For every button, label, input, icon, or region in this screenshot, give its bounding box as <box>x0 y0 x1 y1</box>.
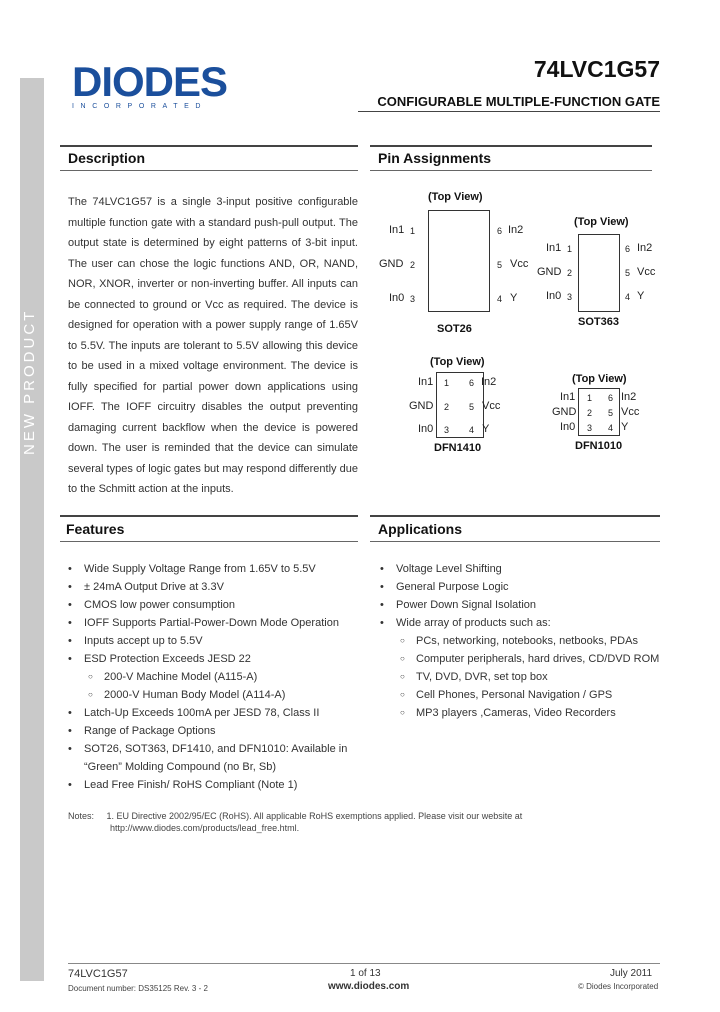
sot363-body <box>578 234 620 312</box>
sot26-pin-label: In0 <box>389 292 405 304</box>
features-item: • ± 24mA Output Drive at 3.3V <box>68 578 358 596</box>
dfn1010-top-view: (Top View) <box>572 373 627 385</box>
sot26-pin-num: 6 <box>497 226 503 236</box>
dfn1410-pin-num: 4 <box>469 425 475 435</box>
sot26-pin-label: In1 <box>389 224 405 236</box>
logo-word: DIODES <box>72 58 228 105</box>
dfn1410-pin-num: 6 <box>469 378 475 388</box>
dfn1410-pin-num: 3 <box>444 425 450 435</box>
sot363-pin-num: 2 <box>567 268 573 278</box>
sot363-pin-label: Y <box>637 290 645 302</box>
sot26-pin-num: 4 <box>497 294 503 304</box>
features-item: • Inputs accept up to 5.5V <box>68 632 358 650</box>
applications-top-rule <box>370 515 660 517</box>
part-number: 74LVC1G57 <box>533 56 660 82</box>
dfn1010-pin-num: 1 <box>587 393 593 403</box>
features-item: • SOT26, SOT363, DF1410, and DFN1010: Available in <box>68 740 358 758</box>
sot26-pin-num: 3 <box>410 294 416 304</box>
sot26-pin-num: 5 <box>497 260 503 270</box>
footer-date: July 2011 <box>610 968 653 979</box>
applications-item: • Voltage Level Shifting <box>380 560 660 578</box>
sot26-pin-label: GND <box>379 258 404 270</box>
logo-sub: INCORPORATED <box>72 103 208 110</box>
footer-copyright: © Diodes Incorporated <box>578 982 659 991</box>
features-top-rule <box>60 515 358 517</box>
applications-item: ○ Computer peripherals, hard drives, CD/DVD ROM <box>380 650 660 668</box>
dfn1010-pin-num: 3 <box>587 423 593 433</box>
dfn1410-pin-num: 2 <box>444 402 450 412</box>
dfn1010-body <box>578 388 620 436</box>
description-title: Description <box>68 150 146 166</box>
sot26-label: SOT26 <box>437 323 472 335</box>
features-item: • IOFF Supports Partial-Power-Down Mode Operation <box>68 614 358 632</box>
dfn1410-pin-label: Vcc <box>482 400 501 412</box>
side-banner <box>20 78 44 981</box>
features-item: • Range of Package Options <box>68 722 358 740</box>
dfn1010-pin-num: 2 <box>587 408 593 418</box>
applications-title: Applications <box>378 521 463 537</box>
applications-item: • General Purpose Logic <box>380 578 660 596</box>
footer-page: 1 of 13 <box>350 968 381 979</box>
features-item: • Lead Free Finish/ RoHS Compliant (Note 1) <box>68 776 358 794</box>
applications-item: • Wide array of products such as: <box>380 614 660 632</box>
dfn1010-pin-num: 4 <box>608 423 614 433</box>
description-text: The 74LVC1G57 is a single 3-input positive configurable multiple function gate with a standard push-pull output. The output state is determined by eight patterns of 3-bit input. The user can chose the logic functions AND, OR, NAND, NOR, XNOR, inverter or non-inverting buffer. All inputs can be connected to ground or Vcc as required. The device is designed for operation with a power supply range of 1.65V to 5.5V. The inputs are tolerant to 5.5V allowing this device to be used in a mixed voltage environment. The device is fully specified for partial power down applications using IOFF. The IOFF circuitry disables the output preventing damaging current backflow when the device is powered down. The user is reminded that the device can simulate several types of logic gates but may respond differently due to the Schmitt action at the inputs. <box>68 196 358 495</box>
sot363-pin-label: In0 <box>546 290 562 302</box>
sot26-pin-num: 2 <box>410 260 416 270</box>
sot363-pin-label: In1 <box>546 242 562 254</box>
sot363-pin-num: 3 <box>567 292 573 302</box>
dfn1010-label: DFN1010 <box>575 440 623 452</box>
features-title: Features <box>66 521 125 537</box>
header-divider <box>358 111 660 112</box>
dfn1010-pin-label: In2 <box>621 391 637 403</box>
applications-list <box>380 560 660 722</box>
dfn1410-pin-label: In0 <box>418 423 434 435</box>
pins-title: Pin Assignments <box>378 150 492 166</box>
footer-url[interactable]: www.diodes.com <box>328 981 410 992</box>
sot26-pin-label: Y <box>510 292 518 304</box>
features-item: “Green” Molding Compound (no Br, Sb) <box>84 761 276 773</box>
footer-divider <box>68 963 660 964</box>
applications-item: ○ TV, DVD, DVR, set top box <box>380 668 660 686</box>
dfn1010-pin-label: In0 <box>560 421 576 433</box>
footer-part: 74LVC1G57 <box>68 968 128 980</box>
features-item: ○ 2000-V Human Body Model (A114-A) <box>68 686 358 704</box>
sot363-pin-num: 1 <box>567 244 573 254</box>
features-item: • Wide Supply Voltage Range from 1.65V to 5.5V <box>68 560 358 578</box>
document-subtitle: CONFIGURABLE MULTIPLE-FUNCTION GATE <box>377 94 660 109</box>
company-logo <box>72 58 228 110</box>
sot363-top-view: (Top View) <box>574 216 629 228</box>
dfn1010-pin-label: Vcc <box>621 406 640 418</box>
side-label <box>21 433 38 455</box>
dfn1410-label: DFN1410 <box>434 442 482 454</box>
sot363-pin-num: 4 <box>625 292 631 302</box>
dfn1410-pin-num: 1 <box>444 378 450 388</box>
dfn1410-pin-label: Y <box>482 423 490 435</box>
notes <box>68 810 522 834</box>
sot26-pin-num: 1 <box>410 226 416 236</box>
note-1: 1. EU Directive 2002/95/EC (RoHS). All applicable RoHS exemptions applied. Please visit our website at <box>106 811 523 821</box>
sot363-pin-num: 5 <box>625 268 631 278</box>
sot363-label: SOT363 <box>578 316 619 328</box>
dfn1010-pin-label: GND <box>552 406 577 418</box>
sot363-pin-label: GND <box>537 266 562 278</box>
dfn1410-pin-num: 5 <box>469 402 475 412</box>
features-item: ○ 200-V Machine Model (A115-A) <box>68 668 358 686</box>
applications-item: ○ Cell Phones, Personal Navigation / GPS <box>380 686 660 704</box>
notes-label: Notes: <box>68 811 95 821</box>
pins-top-rule <box>370 145 652 147</box>
description-bottom-rule <box>60 170 358 171</box>
features-item: • CMOS low power consumption <box>68 596 358 614</box>
dfn1410-pin-label: In1 <box>418 376 434 388</box>
features-list <box>68 560 358 794</box>
sot363-pin-label: Vcc <box>637 266 656 278</box>
dfn1410-pin-label: In2 <box>481 376 497 388</box>
description-top-rule <box>60 145 358 147</box>
footer-doc-number: Document number: DS35125 Rev. 3 - 2 <box>68 984 208 993</box>
features-item: • ESD Protection Exceeds JESD 22 <box>68 650 358 668</box>
dfn1010-pin-num: 5 <box>608 408 614 418</box>
applications-item: ○ MP3 players ,Cameras, Video Recorders <box>380 704 660 722</box>
applications-item: ○ PCs, networking, notebooks, netbooks, PDAs <box>380 632 660 650</box>
dfn1410-top-view: (Top View) <box>430 356 485 368</box>
dfn1410-pin-label: GND <box>409 400 434 412</box>
dfn1010-pin-label: In1 <box>560 391 576 403</box>
sot363-pin-num: 6 <box>625 244 631 254</box>
note-1-link[interactable]: http://www.diodes.com/products/lead_free.html. <box>110 823 300 833</box>
applications-item: • Power Down Signal Isolation <box>380 596 660 614</box>
features-item: • Latch-Up Exceeds 100mA per JESD 78, Class II <box>68 704 358 722</box>
dfn1010-pin-label: Y <box>621 421 629 433</box>
sot26-pin-label: In2 <box>508 224 524 236</box>
pins-bottom-rule <box>370 170 652 171</box>
features-bottom-rule <box>60 541 358 542</box>
applications-bottom-rule <box>370 541 660 542</box>
sot26-pin-label: Vcc <box>510 258 529 270</box>
sot363-pin-label: In2 <box>637 242 653 254</box>
dfn1010-pin-num: 6 <box>608 393 614 403</box>
sot26-body <box>428 210 490 312</box>
sot26-top-view: (Top View) <box>428 191 483 203</box>
